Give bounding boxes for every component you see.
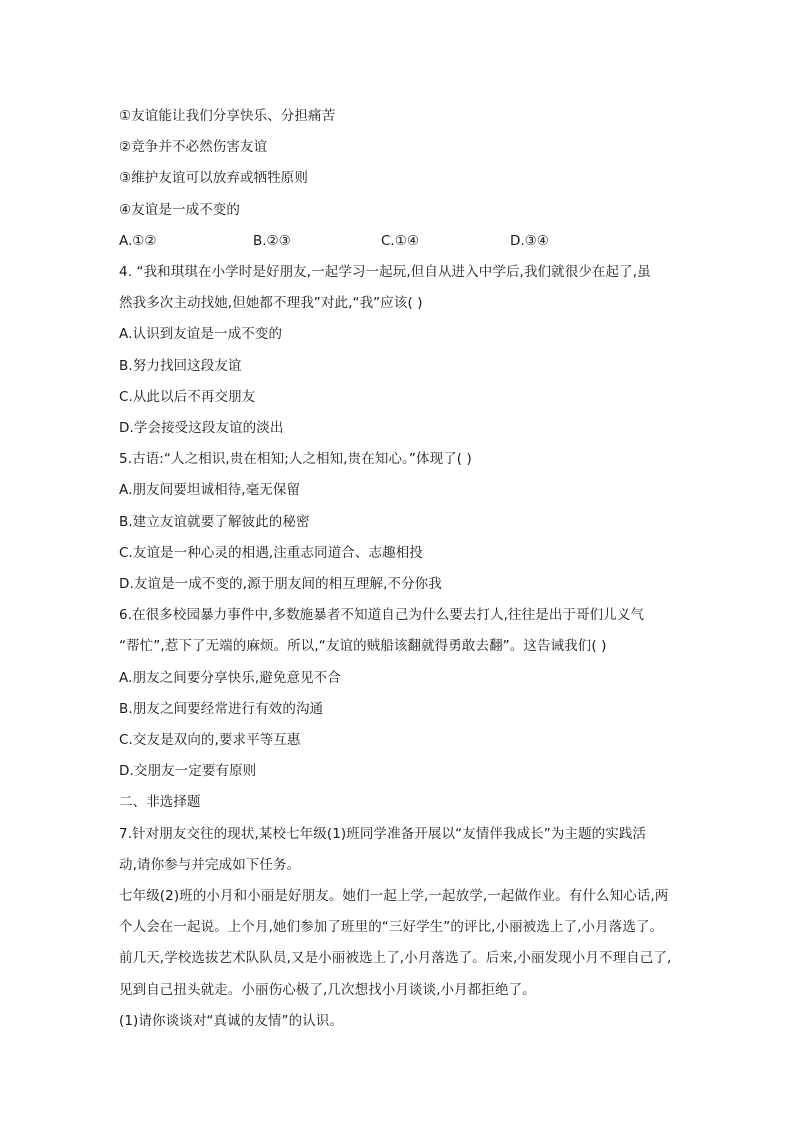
q7-stem-line-1: 7.针对朋友交往的现状,某校七年级(1)班同学准备开展以“友情伴我成长”为主题的实践活: [119, 825, 647, 842]
q4-stem-line-1: 4. “我和琪琪在小学时是好朋友,一起学习一起玩,但自从进入中学后,我们就很少在起了,虽: [119, 264, 651, 280]
q4-option-d: D.学会接受这段友谊的淡出: [119, 420, 284, 437]
q6-option-d: D.交朋友一定要有原则: [119, 763, 257, 780]
q4-option-a: A.认识到友谊是一成不变的: [119, 326, 283, 343]
statement-2: ②竞争并不必然伤害友谊: [119, 139, 268, 156]
q6-option-a: A.朋友之间要分享快乐,避免意见不合: [119, 669, 341, 686]
q3-choice-a: A.①②: [119, 232, 157, 249]
statement-1: ①友谊能让我们分享快乐、分担痛苦: [119, 108, 336, 124]
q5-option-a: A.朋友间要坦诚相待,毫无保留: [119, 482, 301, 499]
q5-stem: 5.古语:“人之相识,贵在相知;人之相知,贵在知心。”体现了( ): [119, 451, 472, 468]
section-heading: 二、非选择题: [119, 794, 201, 811]
q6-option-c: C.交友是双向的,要求平等互惠: [119, 732, 301, 749]
q7-material-line-4: 见到自己扭头就走。小丽伤心极了,几次想找小月谈谈,小月都拒绝了。: [119, 981, 536, 998]
q5-option-b: B.建立友谊就要了解彼此的秘密: [119, 513, 310, 530]
q4-option-c: C.从此以后不再交朋友: [119, 388, 256, 405]
q6-stem-line-1: 6.在很多校园暴力事件中,多数施暴者不知道自己为什么要去打人,往往是出于哥们儿义气: [119, 607, 645, 624]
q3-choice-b: B.②③: [253, 232, 291, 249]
statement-4: ④友谊是一成不变的: [119, 201, 241, 218]
q4-stem-line-2: 然我多次主动找她,但她都不理我”对此,“我”应该( ): [119, 295, 423, 312]
q4-option-b: B.努力找回这段友谊: [119, 357, 242, 374]
q7-material-line-2: 个人会在一起说。上个月,她们参加了班里的“三好学生”的评比,小丽被选上了,小月落选了。: [119, 919, 664, 936]
q6-stem-line-2: “帮忙”,惹下了无端的麻烦。所以,“友谊的贼船该翻就得勇敢去翻”。这告诫我们( ): [119, 638, 607, 655]
q7-material-line-3: 前几天,学校选拔艺术队队员,又是小丽被选上了,小月落选了。后来,小丽发现小月不理自己了,: [119, 950, 672, 967]
q7-material-line-1: 七年级(2)班的小月和小丽是好朋友。她们一起上学,一起放学,一起做作业。有什么知心话,两: [119, 888, 669, 905]
q3-choice-d: D.③④: [510, 232, 549, 249]
q3-choice-c: C.①④: [381, 232, 419, 249]
q3-choices: [119, 226, 679, 257]
q7-stem-line-2: 动,请你参与并完成如下任务。: [119, 856, 301, 873]
q5-option-c: C.友谊是一种心灵的相遇,注重志同道合、志趣相投: [119, 544, 423, 561]
q5-option-d: D.友谊是一成不变的,源于朋友间的相互理解,不分你我: [119, 576, 442, 593]
q6-option-b: B.朋友之间要经常进行有效的沟通: [119, 700, 324, 717]
q7-subquestion-1: (1)请你谈谈对“真诚的友情”的认识。: [119, 1012, 344, 1029]
statement-3: ③维护友谊可以放弃或牺牲原则: [119, 170, 309, 187]
document-body: [119, 101, 679, 1037]
